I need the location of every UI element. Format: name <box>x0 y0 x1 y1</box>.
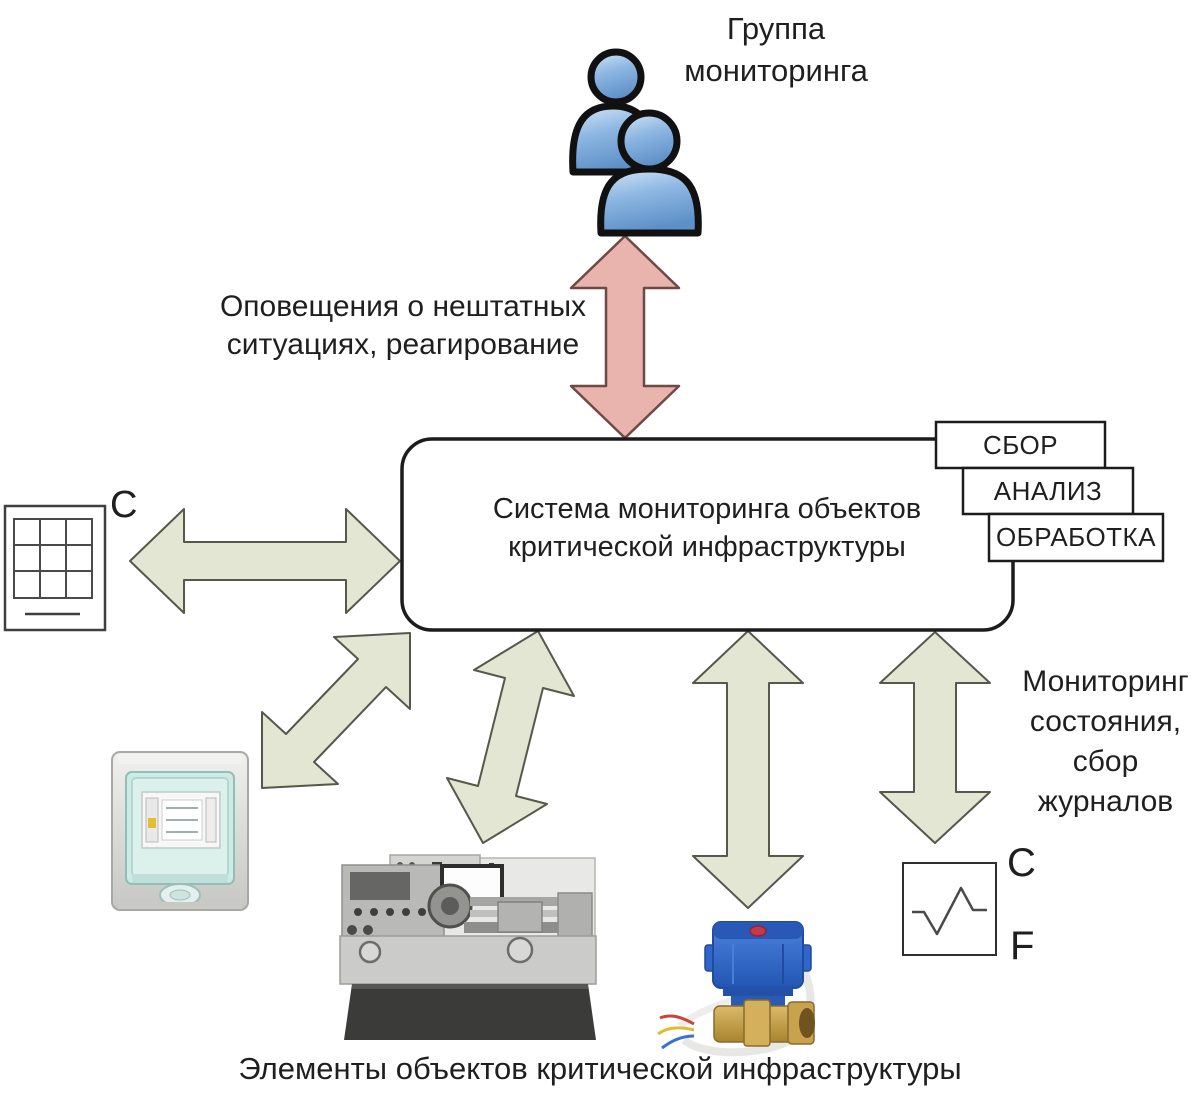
logger-link-arrow <box>880 632 990 843</box>
panel-link-arrow <box>262 633 410 788</box>
grid-panel-icon <box>5 506 105 630</box>
lathe-link-arrow <box>447 631 574 843</box>
central-system-label: Система мониторинга объектов критической инфраструктуры <box>492 493 922 563</box>
waveform-bottom-label: F <box>1010 924 1035 968</box>
bottom-caption: Элементы объектов критической инфраструктуры <box>238 1051 962 1086</box>
process-step-analiz: АНАЛИЗ <box>993 475 1103 506</box>
waveform-top-label: С <box>1007 841 1036 885</box>
motorized-ball-valve-photo <box>658 922 815 1052</box>
waveform-box-icon <box>903 863 996 955</box>
monitoring-flow-label: Мониторинг состояния, сбор журналов <box>1022 665 1189 818</box>
valve-link-arrow <box>693 631 803 908</box>
electrical-cabinet-photo <box>112 752 248 910</box>
alert-flow-label: Оповещения о нештатных ситуациях, реагирование <box>219 290 587 361</box>
grid-panel-label: С <box>110 484 138 526</box>
grid-link-arrow <box>130 509 400 613</box>
monitoring-group-title: Группа мониторинга <box>684 11 868 88</box>
process-step-obrabotka: ОБРАБОТКА <box>995 522 1157 552</box>
process-step-sbor: СБОР <box>982 429 1059 460</box>
lathe-machine-photo <box>340 855 596 1040</box>
